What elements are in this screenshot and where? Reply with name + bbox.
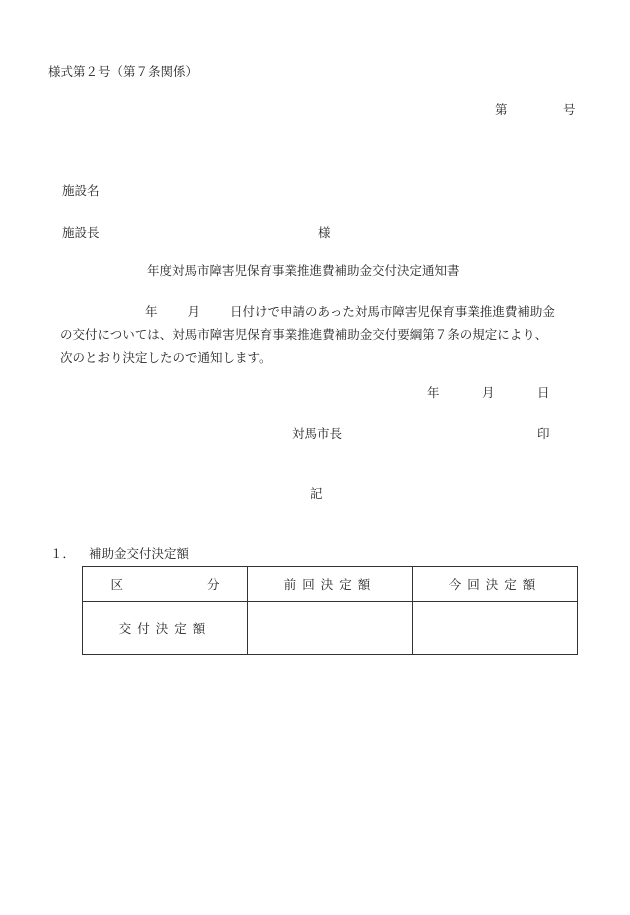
document-title: 年度対馬市障害児保育事業推進費補助金交付決定通知書	[147, 263, 460, 278]
body-year: 年	[145, 304, 158, 319]
ki-heading: 記	[310, 486, 323, 501]
table-header-row	[83, 567, 578, 602]
table-row	[83, 602, 578, 655]
body-line-3: 次のとおり決定したので通知します。	[60, 350, 272, 365]
body-line-1	[60, 300, 590, 323]
facility-name-label: 施設名	[62, 183, 100, 198]
header-category-b: 分	[207, 577, 220, 592]
grant-amount-table	[82, 566, 578, 655]
honorific: 様	[318, 225, 331, 240]
header-current-decision: 今回決定額	[413, 567, 578, 602]
form-label: 様式第２号（第７条関係）	[48, 64, 199, 79]
row-label: 交付決定額	[83, 602, 248, 655]
doc-number-prefix: 第	[495, 102, 508, 117]
section-number: １．	[50, 546, 76, 561]
header-previous-decision: 前回決定額	[248, 567, 413, 602]
header-category-a: 区	[110, 577, 123, 592]
header-category	[83, 567, 248, 602]
seal-mark: 印	[537, 426, 550, 441]
issuer-title: 対馬市長	[292, 426, 343, 441]
section-title: 補助金交付決定額	[89, 546, 190, 561]
date-year: 年	[427, 385, 440, 400]
body-line-1-text: 日付けで申請のあった対馬市障害児保育事業推進費補助金	[230, 304, 555, 319]
date-day: 日	[537, 385, 550, 400]
previous-amount-cell	[248, 602, 413, 655]
date-month: 月	[482, 385, 495, 400]
doc-number-suffix: 号	[563, 102, 576, 117]
body-line-2: の交付については、対馬市障害児保育事業推進費補助金交付要綱第７条の規定により、	[60, 327, 548, 342]
current-amount-cell	[413, 602, 578, 655]
body-month: 月	[187, 304, 201, 319]
facility-head-label: 施設長	[62, 225, 100, 240]
notice-body	[60, 300, 590, 369]
